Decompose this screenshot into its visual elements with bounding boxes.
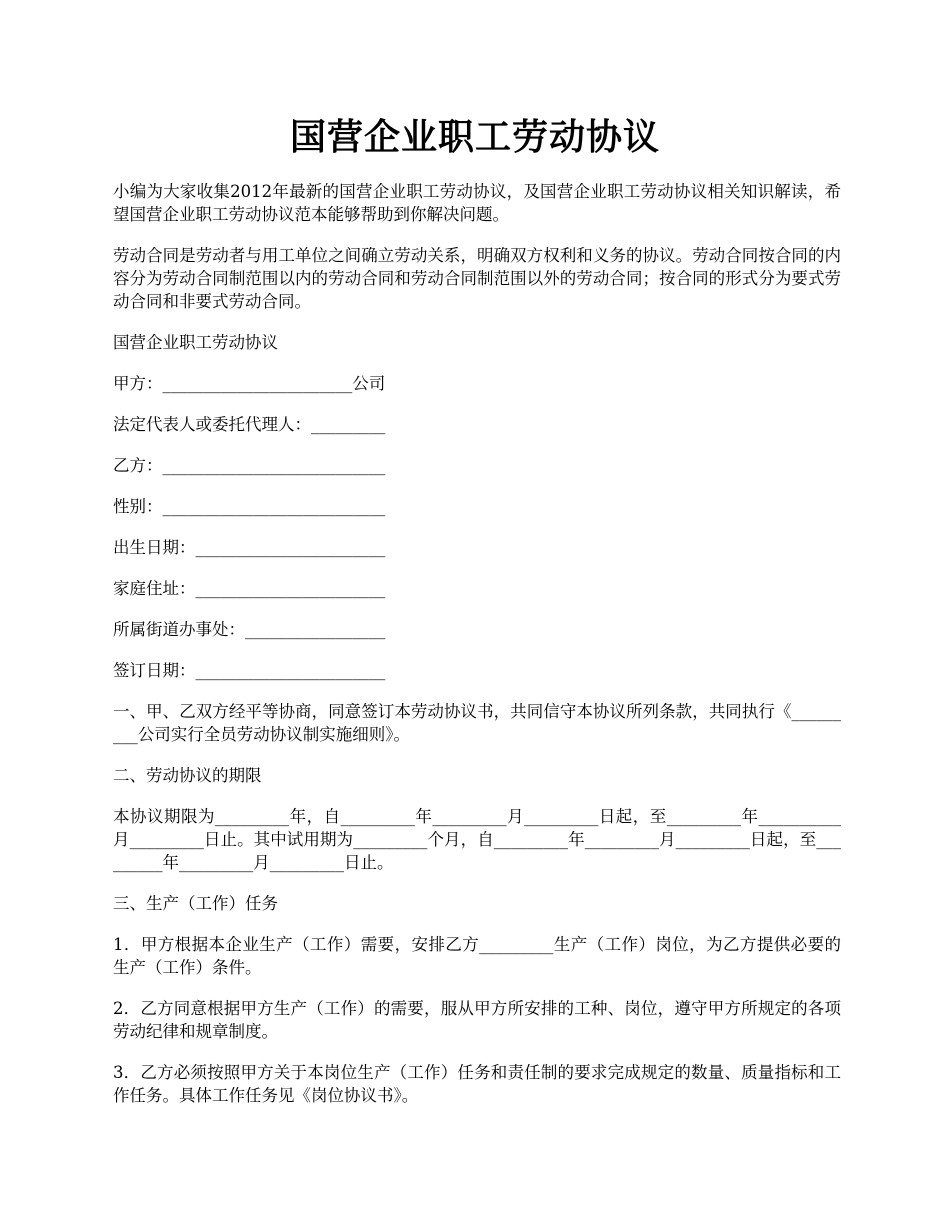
birth-date-field: 出生日期：_______________________ — [113, 538, 386, 557]
agreement-heading: 国营企业职工劳动协议 — [113, 333, 278, 352]
intro-paragraph: 小编为大家收集2012年最新的国营企业职工劳动协议，及国营企业职工劳动协议相关知识解读，希望国营企业职工劳动协议范本能够帮助到你解决问题。 — [113, 182, 841, 224]
signing-date-field: 签订日期：_______________________ — [113, 661, 386, 680]
clause-3-heading: 三、生产（工作）任务 — [113, 894, 278, 913]
clause-2-heading: 二、劳动协议的期限 — [113, 766, 262, 785]
task-item-1: 1．甲方根据本企业生产（工作）需要，安排乙方_________生产（工作）岗位，为乙方提供必要的生产（工作）条件。 — [113, 935, 841, 977]
clause-1: 一、甲、乙双方经平等协商，同意签订本劳动协议书，共同信守本协议所列条款，共同执行《_________公司实行全员劳动协议制实施细则》。 — [113, 702, 841, 744]
task-item-3: 3．乙方必须按照甲方关于本岗位生产（工作）任务和责任制的要求完成规定的数量、质量指标和工作任务。具体工作任务见《岗位协议书》。 — [113, 1063, 841, 1105]
task-item-2: 2．乙方同意根据甲方生产（工作）的需要，服从甲方所安排的工种、岗位，遵守甲方所规定的各项劳动纪律和规章制度。 — [113, 999, 841, 1041]
home-address-field: 家庭住址：_______________________ — [113, 579, 386, 598]
document-body — [113, 180, 841, 1125]
gender-field: 性别：___________________________ — [113, 497, 386, 516]
street-office-field: 所属街道办事处：_________________ — [113, 620, 386, 639]
party-b-field: 乙方：___________________________ — [113, 456, 386, 475]
definition-paragraph: 劳动合同是劳动者与用工单位之间确立劳动关系，明确双方权利和义务的协议。劳动合同按合同的内容分为劳动合同制范围以内的劳动合同和劳动合同制范围以外的劳动合同；按合同的形式分为要式劳动合同和非要式劳动合同。 — [113, 246, 841, 311]
term-paragraph: 本协议期限为_________年，自_________年_________月_________日起，至_________年__________月_________日止。其中试用期为_________个月，自_________年_________月_________日起，至_________年_________月_________日止。 — [113, 807, 841, 872]
document-title: 国营企业职工劳动协议 — [289, 116, 660, 158]
party-a-field: 甲方：_______________________公司 — [113, 374, 386, 393]
representative-field: 法定代表人或委托代理人：_________ — [113, 415, 386, 434]
